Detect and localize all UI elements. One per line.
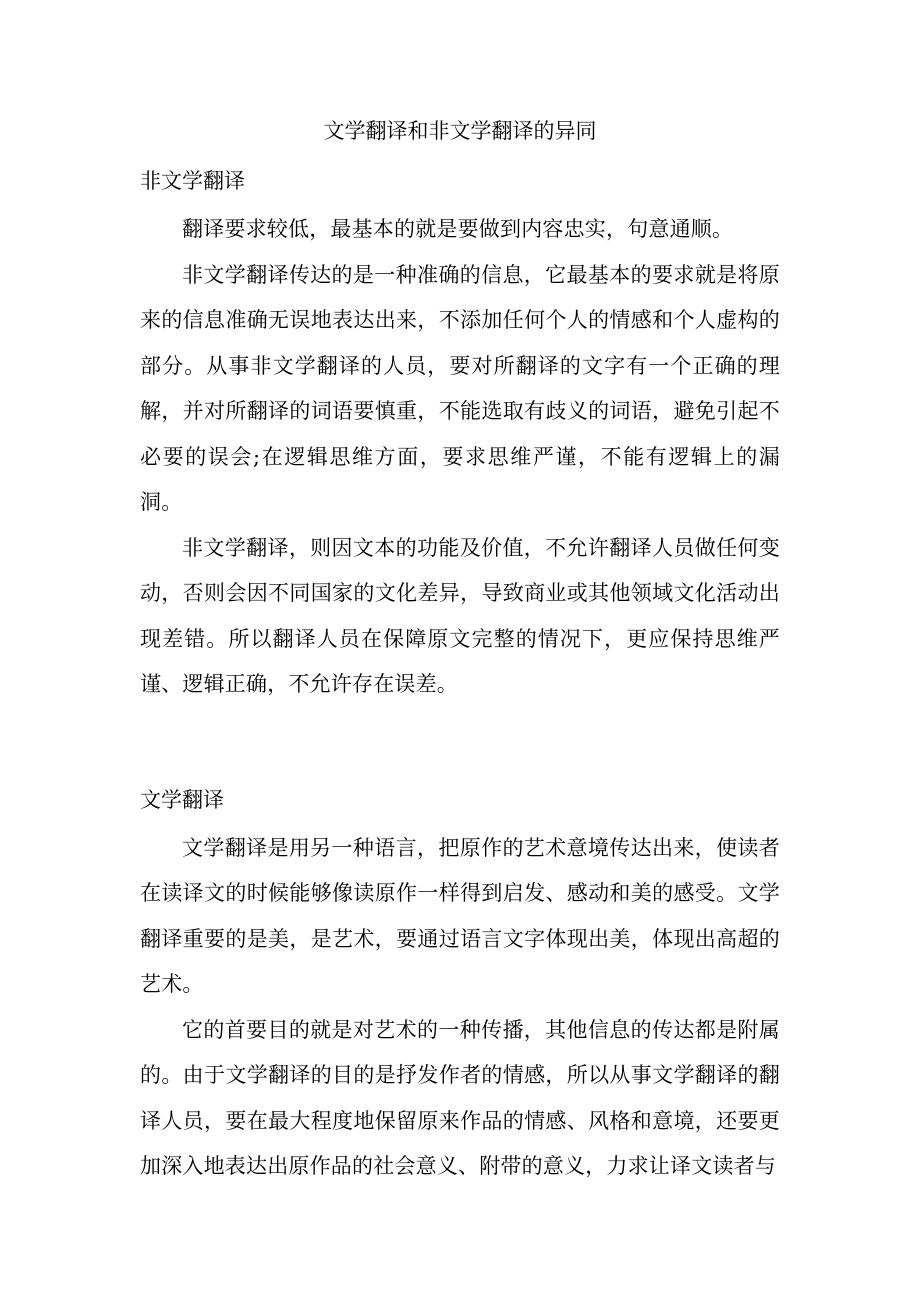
paragraph: 非文学翻译，则因文本的功能及价值，不允许翻译人员做任何变动，否则会因不同国家的文化差异，导致商业或其他领域文化活动出现差错。所以翻译人员在保障原文完整的情况下，更应保持思维严谨、逻辑正确，不允许存在误差。 — [140, 535, 780, 696]
section-literary — [140, 782, 780, 1190]
section-heading: 文学翻译 — [140, 787, 224, 812]
document-page — [140, 113, 780, 1190]
section-heading: 非文学翻译 — [140, 169, 245, 193]
document-title: 文学翻译和非文学翻译的异同 — [323, 119, 597, 143]
paragraph: 翻译要求较低，最基本的就是要做到内容忠实，句意通顺。 — [182, 217, 734, 241]
paragraph: 非文学翻译传达的是一种准确的信息，它最基本的要求就是将原来的信息准确无误地表达出来，不添加任何个人的情感和个人虚构的部分。从事非文学翻译的人员，要对所翻译的文字有一个正确的理解，并对所翻译的词语要慎重，不能选取有歧义的词语，避免引起不必要的误会;在逻辑思维方面，要求思维严谨，不能有逻辑上的漏洞。 — [140, 262, 780, 514]
paragraph: 文学翻译是用另一种语言，把原作的艺术意境传达出来，使读者在读译文的时候能够像读原作一样得到启发、感动和美的感受。文学翻译重要的是美，是艺术，要通过语言文字体现出美，体现出高超的艺术。 — [140, 835, 780, 996]
section-non-literary — [140, 163, 780, 708]
paragraph: 它的首要目的就是对艺术的一种传播，其他信息的传达都是附属的。由于文学翻译的目的是抒发作者的情感，所以从事文学翻译的翻译人员，要在最大程度地保留原来作品的情感、风格和意境，还要更加深入地表达出原作品的社会意义、附带的意义，力求让译文读者与 — [140, 1017, 780, 1178]
